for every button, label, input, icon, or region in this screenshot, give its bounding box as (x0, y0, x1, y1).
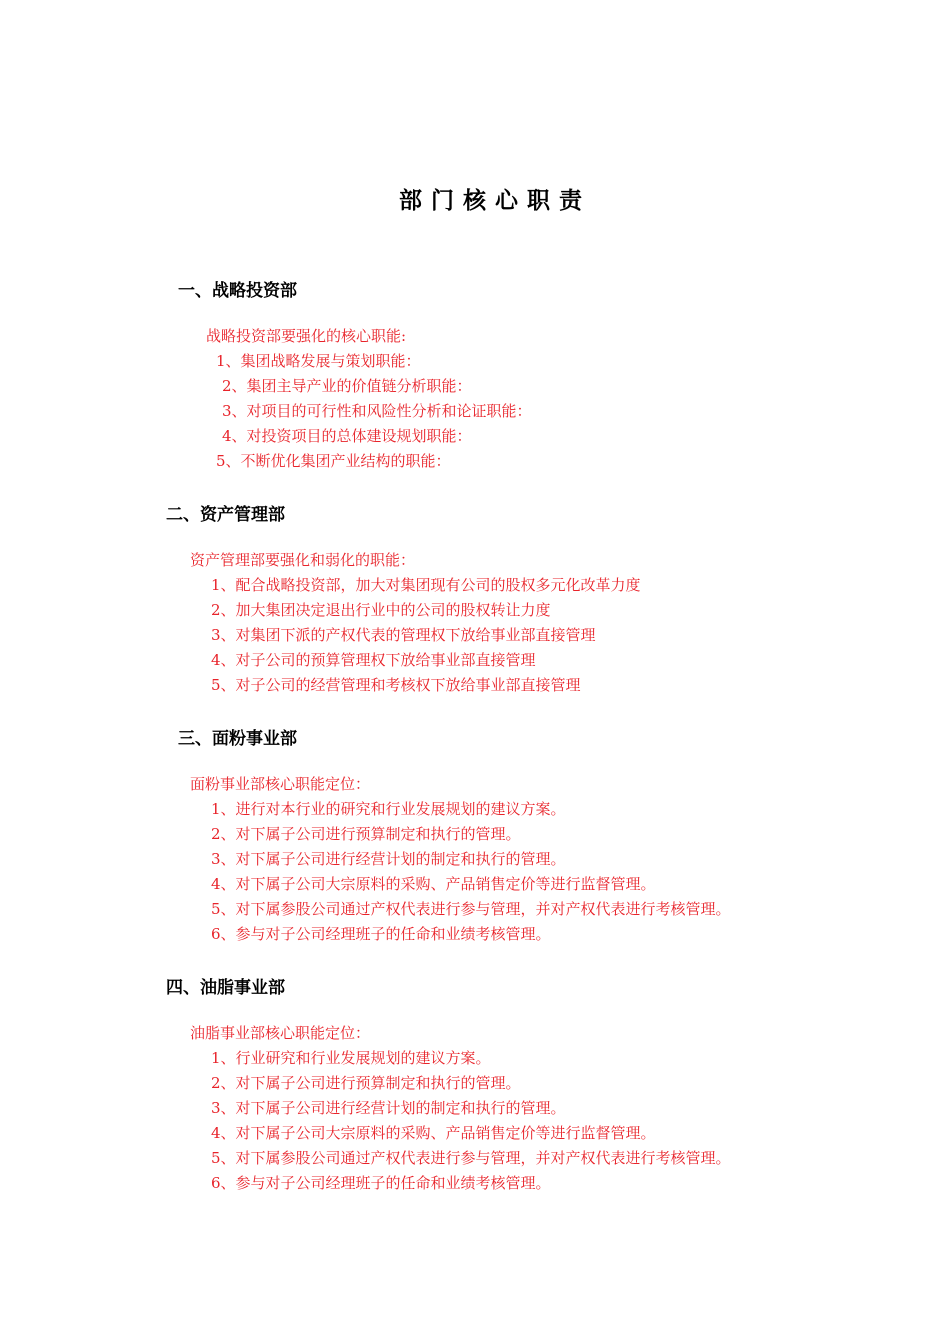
list-item: 5、对子公司的经营管理和考核权下放给事业部直接管理 (211, 676, 581, 694)
list-item: 5、对下属参股公司通过产权代表进行参与管理，并对产权代表进行考核管理。 (211, 900, 731, 918)
list-item: 3、对集团下派的产权代表的管理权下放给事业部直接管理 (211, 626, 596, 644)
list-item: 2、对下属子公司进行预算制定和执行的管理。 (211, 825, 521, 843)
section-intro: 面粉事业部核心职能定位： (190, 775, 371, 793)
section-intro: 油脂事业部核心职能定位： (190, 1024, 371, 1042)
list-item: 3、对下属子公司进行经营计划的制定和执行的管理。 (211, 850, 566, 868)
list-item: 2、加大集团决定退出行业中的公司的股权转让力度 (211, 601, 551, 619)
section-intro: 资产管理部要强化和弱化的职能： (190, 551, 416, 569)
section-heading-oil: 四、油脂事业部 (166, 978, 285, 998)
list-item: 3、对下属子公司进行经营计划的制定和执行的管理。 (211, 1099, 566, 1117)
list-item: 4、对子公司的预算管理权下放给事业部直接管理 (211, 651, 536, 669)
document-title: 部门核心职责 (399, 188, 591, 214)
list-item: 2、集团主导产业的价值链分析职能： (222, 377, 472, 395)
list-item: 6、参与对子公司经理班子的任命和业绩考核管理。 (211, 1174, 551, 1192)
list-item: 1、配合战略投资部，加大对集团现有公司的股权多元化改革力度 (211, 576, 641, 594)
list-item: 3、对项目的可行性和风险性分析和论证职能： (222, 402, 532, 420)
section-heading-flour: 三、面粉事业部 (178, 729, 297, 749)
section-heading-asset: 二、资产管理部 (166, 505, 285, 525)
list-item: 4、对投资项目的总体建设规划职能： (222, 427, 472, 445)
list-item: 4、对下属子公司大宗原料的采购、产品销售定价等进行监督管理。 (211, 1124, 656, 1142)
section-intro: 战略投资部要强化的核心职能: (206, 327, 407, 345)
list-item: 4、对下属子公司大宗原料的采购、产品销售定价等进行监督管理。 (211, 875, 656, 893)
list-item: 5、不断优化集团产业结构的职能： (216, 452, 451, 470)
list-item: 2、对下属子公司进行预算制定和执行的管理。 (211, 1074, 521, 1092)
section-heading-strategy: 一、战略投资部 (178, 281, 297, 301)
list-item: 1、行业研究和行业发展规划的建议方案。 (211, 1049, 491, 1067)
list-item: 1、集团战略发展与策划职能： (216, 352, 421, 370)
list-item: 6、参与对子公司经理班子的任命和业绩考核管理。 (211, 925, 551, 943)
list-item: 5、对下属参股公司通过产权代表进行参与管理，并对产权代表进行考核管理。 (211, 1149, 731, 1167)
list-item: 1、进行对本行业的研究和行业发展规划的建议方案。 (211, 800, 566, 818)
